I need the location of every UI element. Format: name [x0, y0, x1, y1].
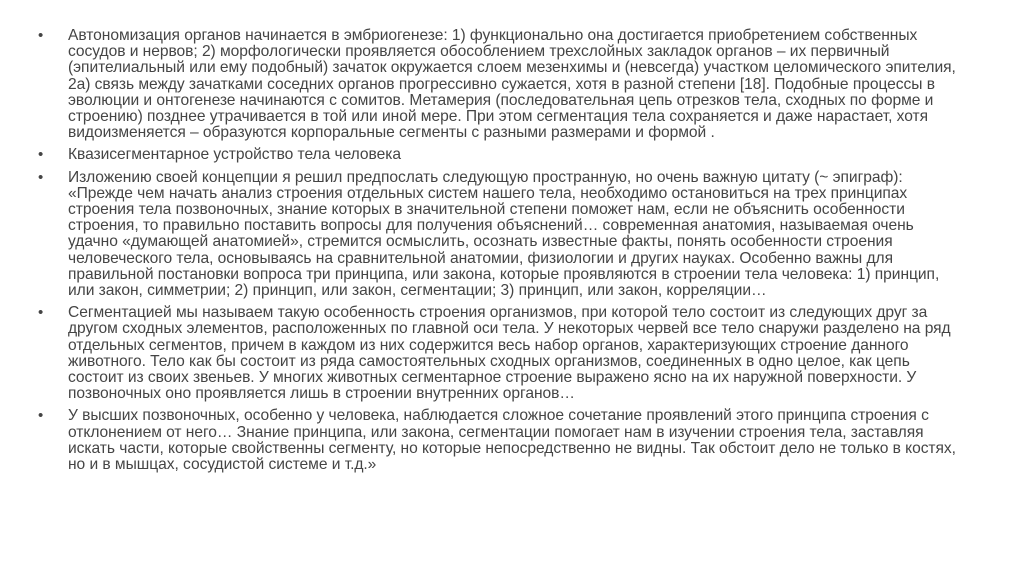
bullet-text: • Сегментацией мы называем такую особенность строения организмов, при которой тело состоит из следующих друг за другом сходных элементов, расположенных по главной оси тела. У некоторых червей все тело снаружи разделено на ряд отдельных сегментов, причем в каждом из них содержится весь набор органов, характеризующих строение данного животного. Тело как бы состоит из ряда самостоятельных сходных организмов, соединенных в одно целое, как цепь состоит из своих звеньев. У многих животных сегментарное строение выражено ясно на их наружной поверхности. У позвоночных оно проявляется лишь в строении внутренних органов… — [68, 304, 951, 403]
bullet-item-higher-vertebrates — [36, 408, 956, 473]
bullet-list — [36, 28, 956, 479]
bullet-item-autonomization — [36, 28, 956, 141]
bullet-text: • Автономизация органов начинается в эмбриогенезе: 1) функционально она достигается приобретением собственных сосудов и нервов; 2) морфологически проявляется обособлением трехслойных закладок органов – их первичный (эпителиальный или ему подобный) зачаток окружается слоем мезенхимы и (невсегда) участком целомического эпителия, 2а) связь между зачатками соседних органов прогрессивно сужается, хотя в разной степени [18]. Подобные процессы в эволюции и онтогенезе начинаются с сомитов. Метамерия (последовательная цепь отрезков тела, сходных по форме и строению) позднее утрачивается в той или иной мере. При этом сегментация тела сохраняется и даже нарастает, хотя видоизменяется – образуются корпоральные сегменты с разными размерами и формой . — [68, 27, 956, 142]
bullet-item-quasisegmental — [36, 147, 956, 163]
bullet-text: • Квазисегментарное устройство тела человека — [68, 146, 401, 164]
bullet-item-segmentation — [36, 305, 956, 402]
bullet-item-quote-intro — [36, 170, 956, 300]
bullet-text: • Изложению своей концепции я решил предпослать следующую пространную, но очень важную цитату (~ эпиграф): «Прежде чем начать анализ строения отдельных систем нашего тела, необходимо остановиться на трех принципах строения тела позвоночных, знание которых в значительной степени поможет нам, если не объяснить особенности строения, то правильно поставить вопросы для получения объяснений… современная анатомия, называемая очень удачно «думающей анатомией», стремится осмыслить, осознать известные факты, понять особенности строения человеческого тела, основываясь на сравнительной анатомии, физиологии и других науках. Особенно важны для правильной постановки вопроса три принципа, или закона, которые проявляются в строении тела человека: 1) принцип, или закон, симметрии; 2) принцип, или закон, сегментации; 3) принцип, или закон, корреляции… — [68, 168, 940, 300]
bullet-text: • У высших позвоночных, особенно у человека, наблюдается сложное сочетание проявлений этого принципа строения с отклонением от него… Знание принципа, или закона, сегментации помогает нам в изучении строения тела, заставляя искать части, которые свойственны сегменту, но которые непосредственно не видны. Так обстоит дело не только в костях, но и в мышцах, сосудистой системе и т.д.» — [68, 407, 956, 474]
